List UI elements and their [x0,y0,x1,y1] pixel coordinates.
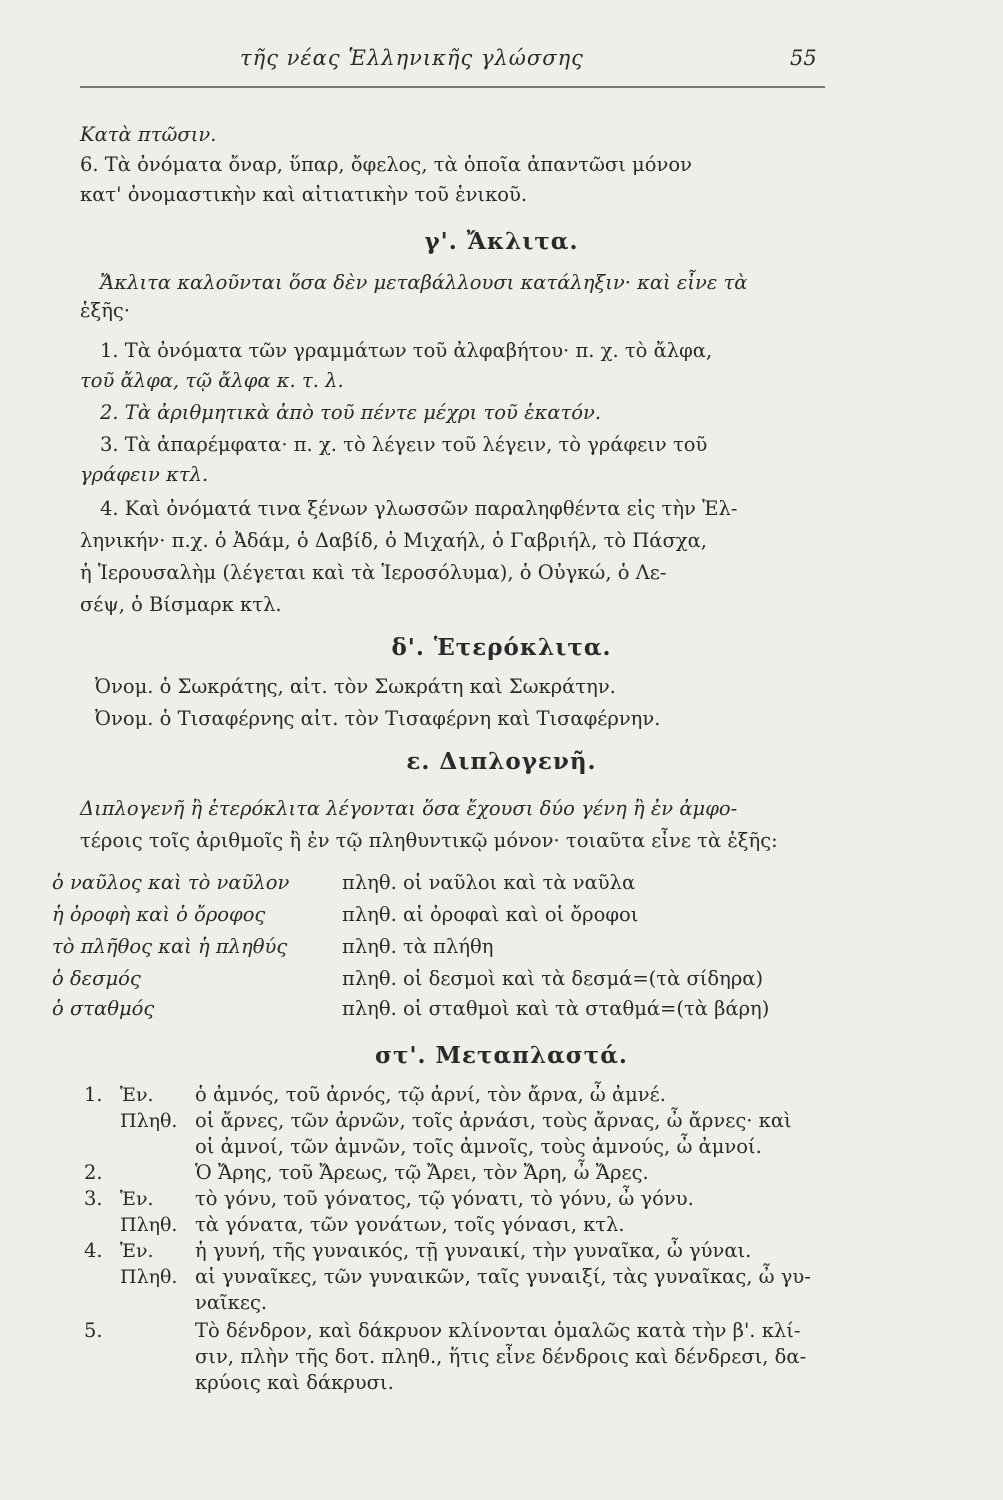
paragraph-line: τέροις τοῖς ἀριθμοῖς ἢ ἐν τῷ πληθυντικῷ μόνον· τοιαῦτα εἶνε τὰ ἑξῆς: [80,829,778,852]
row-text: ναῖκες. [195,1291,268,1314]
paragraph-line: Ἄκλιτα καλοῦνται ὅσα δὲν μεταβάλλουσι κατάληξιν· καὶ εἶνε τὰ [100,271,748,294]
intro-line: 6. Τὰ ὀνόματα ὄναρ, ὕπαρ, ὄφελος, τὰ ὁποῖα ἀπαντῶσι μόνον [80,153,692,176]
section-heading-diplogeni: ε. Διπλογενῆ. [406,748,597,775]
intro-line: Κατὰ πτῶσιν. [80,123,217,146]
paragraph-line: 4. Καὶ ὀνόματά τινα ξένων γλωσσῶν παραληφθέντα εἰς τὴν Ἑλ- [100,497,738,520]
table-cell-singular: τὸ πλῆθος καὶ ἡ πληθύς [52,935,288,958]
intro-line: κατ' ὀνομαστικὴν καὶ αἰτιατικὴν τοῦ ἑνικοῦ. [80,183,528,206]
table-cell-plural: πληθ. τὰ πλήθη [342,935,494,958]
section-heading-metaplasta: στ'. Μεταπλαστά. [375,1042,628,1069]
row-label: Πληθ. [120,1214,178,1236]
row-text: οἱ ἀμνοί, τῶν ἀμνῶν, τοῖς ἀμνοῖς, τοὺς ἀμνούς, ὦ ἀμνοί. [195,1135,762,1158]
table-cell-singular: ὁ δεσμός [52,967,141,990]
paragraph-line: Ὀνομ. ὁ Σωκράτης, αἰτ. τὸν Σωκράτη καὶ Σωκράτην. [95,675,616,698]
row-label: Ἑν. [120,1084,154,1106]
row-label: Πληθ. [120,1110,178,1132]
row-label: Ἑν. [120,1188,154,1210]
paragraph-line: Ὀνομ. ὁ Τισαφέρνης αἰτ. τὸν Τισαφέρνη καὶ Τισαφέρνην. [95,707,661,730]
row-number: 1. [84,1083,103,1106]
running-header: τῆς νέας Ἑλληνικῆς γλώσσης [240,46,584,70]
table-cell-plural: πληθ. οἱ σταθμοὶ καὶ τὰ σταθμά=(τὰ βάρη) [342,997,770,1020]
paragraph-line: γράφειν κτλ. [80,463,209,486]
row-label: Πληθ. [120,1266,178,1288]
row-text: ἡ γυνή, τῆς γυναικός, τῇ γυναικί, τὴν γυναῖκα, ὦ γύναι. [195,1239,752,1262]
table-cell-plural: πληθ. αἱ ὀροφαὶ καὶ οἱ ὄροφοι [342,903,639,926]
row-number: 4. [84,1239,103,1262]
table-cell-plural: πληθ. οἱ ναῦλοι καὶ τὰ ναῦλα [342,871,636,894]
paragraph-line: 2. Τὰ ἀριθμητικὰ ἀπὸ τοῦ πέντε μέχρι τοῦ ἑκατόν. [100,401,602,424]
row-number: 2. [84,1161,103,1184]
table-cell-plural: πληθ. οἱ δεσμοὶ καὶ τὰ δεσμά=(τὰ σίδηρα) [342,967,764,990]
paragraph-line: ἡ Ἱερουσαλὴμ (λέγεται καὶ τὰ Ἱεροσόλυμα), ὁ Οὐγκώ, ὁ Λε- [80,561,667,584]
row-text: ὁ ἀμνός, τοῦ ἀρνός, τῷ ἀρνί, τὸν ἄρνα, ὦ ἀμνέ. [195,1083,666,1106]
table-cell-singular: ἡ ὀροφὴ καὶ ὁ ὄροφος [52,903,266,926]
paragraph-line: σέψ, ὁ Βίσμαρκ κτλ. [80,593,282,616]
row-number: 5. [84,1319,103,1342]
row-label: Ἑν. [120,1240,154,1262]
row-text: Ὁ Ἄρης, τοῦ Ἄρεως, τῷ Ἄρει, τὸν Ἄρη, ὦ Ἄρες. [195,1161,649,1184]
row-text: τὰ γόνατα, τῶν γονάτων, τοῖς γόνασι, κτλ. [195,1213,625,1236]
row-number: 3. [84,1187,103,1210]
row-text: αἱ γυναῖκες, τῶν γυναικῶν, ταῖς γυναιξί, τὰς γυναῖκας, ὦ γυ- [195,1265,811,1288]
section-heading-heteroklita: δ'. Ἑτερόκλιτα. [391,634,612,661]
row-text: τὸ γόνυ, τοῦ γόνατος, τῷ γόνατι, τὸ γόνυ, ὦ γόνυ. [195,1187,694,1210]
page-number: 55 [790,46,817,70]
table-cell-singular: ὁ σταθμός [52,997,155,1020]
paragraph-line: τοῦ ἄλφα, τῷ ἄλφα κ. τ. λ. [80,369,344,392]
header-rule [80,86,825,88]
paragraph-line: 3. Τὰ ἀπαρέμφατα· π. χ. τὸ λέγειν τοῦ λέγειν, τὸ γράφειν τοῦ [100,433,708,456]
row-text: Τὸ δένδρον, καὶ δάκρυον κλίνονται ὁμαλῶς κατὰ τὴν β'. κλί- [195,1319,801,1342]
section-heading-akleta: γ'. Ἄκλιτα. [424,228,579,255]
row-text: κρύοις καὶ δάκρυσι. [195,1371,394,1394]
paragraph-line: ληνικήν· π.χ. ὁ Ἀδάμ, ὁ Δαβίδ, ὁ Μιχαήλ, ὁ Γαβριήλ, τὸ Πάσχα, [80,529,707,552]
row-text: σιν, πλὴν τῆς δοτ. πληθ., ἥτις εἶνε δένδροις καὶ δένδρεσι, δα- [195,1345,807,1368]
row-text: οἱ ἄρνες, τῶν ἀρνῶν, τοῖς ἀρνάσι, τοὺς ἄρνας, ὦ ἄρνες· καὶ [195,1109,792,1132]
table-cell-singular: ὁ ναῦλος καὶ τὸ ναῦλον [52,871,290,894]
paragraph-line: ἑξῆς· [80,299,131,322]
paragraph-line: 1. Τὰ ὀνόματα τῶν γραμμάτων τοῦ ἀλφαβήτου· π. χ. τὸ ἄλφα, [100,339,713,362]
paragraph-line: Διπλογενῆ ἢ ἑτερόκλιτα λέγονται ὅσα ἔχουσι δύο γένη ἢ ἐν ἀμφο- [80,797,738,820]
